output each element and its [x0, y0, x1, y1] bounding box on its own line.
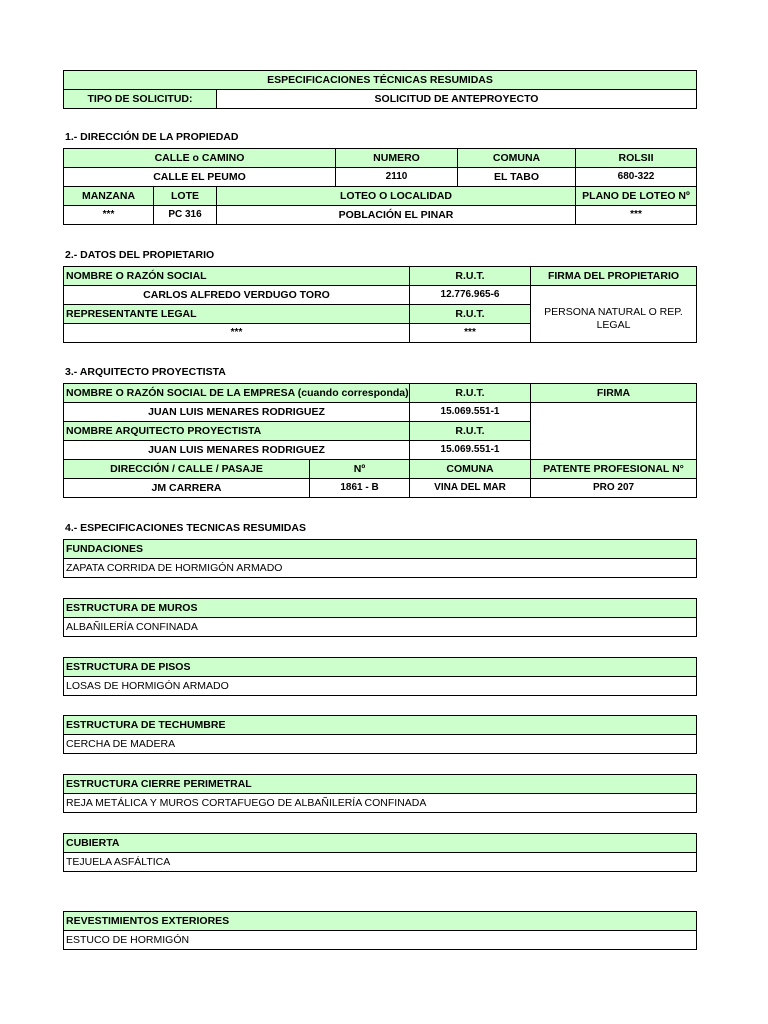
spec-label: ESTRUCTURA DE MUROS [64, 599, 697, 618]
empresa-value: JUAN LUIS MENARES RODRIGUEZ [64, 403, 410, 422]
representante-value: *** [64, 324, 410, 343]
num-value: 1861 - B [310, 479, 410, 498]
patente-value: PRO 207 [531, 479, 697, 498]
owner-table [63, 266, 697, 343]
loteo-value: POBLACIÓN EL PINAR [217, 206, 576, 225]
spec-muros [63, 598, 697, 637]
spec-value: REJA METÁLICA Y MUROS CORTAFUEGO DE ALBAÑILERÍA CONFINADA [64, 794, 697, 813]
tipo-label: TIPO DE SOLICITUD: [64, 90, 217, 109]
spec-label: ESTRUCTURA DE TECHUMBRE [64, 716, 697, 735]
h-rut-arquitecto: R.U.T. [410, 422, 531, 441]
spec-label: REVESTIMIENTOS EXTERIORES [64, 912, 697, 931]
lote-value: PC 316 [154, 206, 217, 225]
rol-value: 680-322 [576, 168, 697, 187]
h-rol: ROLSII [576, 149, 697, 168]
h-loteo: LOTEO O LOCALIDAD [217, 187, 576, 206]
spec-value: ESTUCO DE HORMIGÓN [64, 931, 697, 950]
h-rut-representante: R.U.T. [410, 305, 531, 324]
h-lote: LOTE [154, 187, 217, 206]
spec-cierre [63, 774, 697, 813]
h-patente: PATENTE PROFESIONAL N° [531, 460, 697, 479]
h-rut-empresa: R.U.T. [410, 384, 531, 403]
h-arquitecto: NOMBRE ARQUITECTO PROYECTISTA [64, 422, 410, 441]
rut-empresa-value: 15.069.551-1 [410, 403, 531, 422]
spec-label: CUBIERTA [64, 834, 697, 853]
nombre-propietario: CARLOS ALFREDO VERDUGO TORO [64, 286, 410, 305]
spec-cubierta [63, 833, 697, 872]
spec-value: CERCHA DE MADERA [64, 735, 697, 754]
numero-value: 2110 [336, 168, 458, 187]
spec-fundaciones [63, 539, 697, 578]
spec-revestimientos [63, 911, 697, 950]
arquitecto-value: JUAN LUIS MENARES RODRIGUEZ [64, 441, 410, 460]
h-calle: CALLE o CAMINO [64, 149, 336, 168]
direccion-value: JM CARRERA [64, 479, 310, 498]
spec-value: TEJUELA ASFÁLTICA [64, 853, 697, 872]
h-nombre-propietario: NOMBRE O RAZÓN SOCIAL [64, 267, 410, 286]
form-title: ESPECIFICACIONES TÉCNICAS RESUMIDAS [64, 71, 697, 90]
spec-techumbre [63, 715, 697, 754]
spec-value: ZAPATA CORRIDA DE HORMIGÓN ARMADO [64, 559, 697, 578]
spec-pisos [63, 657, 697, 696]
section-1-title: 1.- DIRECCIÓN DE LA PROPIEDAD [65, 131, 239, 143]
tipo-value: SOLICITUD DE ANTEPROYECTO [217, 90, 697, 109]
h-numero: NUMERO [336, 149, 458, 168]
h-firma-propietario: FIRMA DEL PROPIETARIO [531, 267, 697, 286]
spec-value: ALBAÑILERÍA CONFINADA [64, 618, 697, 637]
rut-propietario: 12.776.965-6 [410, 286, 531, 305]
header-table [63, 70, 697, 109]
h-empresa: NOMBRE O RAZÓN SOCIAL DE LA EMPRESA (cuando corresponda) [64, 384, 410, 403]
comuna-value: EL TABO [458, 168, 576, 187]
section-3-title: 3.- ARQUITECTO PROYECTISTA [65, 366, 226, 378]
comuna-arquitecto-value: VINA DEL MAR [410, 479, 531, 498]
property-table [63, 148, 697, 225]
manzana-value: *** [64, 206, 154, 225]
spec-value: LOSAS DE HORMIGÓN ARMADO [64, 677, 697, 696]
plano-value: *** [576, 206, 697, 225]
h-firma-arquitecto: FIRMA [531, 384, 697, 403]
h-num: Nº [310, 460, 410, 479]
h-manzana: MANZANA [64, 187, 154, 206]
architect-table [63, 383, 697, 498]
spec-label: ESTRUCTURA DE PISOS [64, 658, 697, 677]
firma-arquitecto-box [531, 403, 697, 460]
section-2-title: 2.- DATOS DEL PROPIETARIO [65, 249, 215, 261]
rut-arquitecto-value: 15.069.551-1 [410, 441, 531, 460]
spec-label: FUNDACIONES [64, 540, 697, 559]
firma-propietario: PERSONA NATURAL O REP. LEGAL [531, 286, 697, 343]
h-representante: REPRESENTANTE LEGAL [64, 305, 410, 324]
section-4-title: 4.- ESPECIFICACIONES TECNICAS RESUMIDAS [65, 522, 306, 534]
h-rut-propietario: R.U.T. [410, 267, 531, 286]
rut-representante-value: *** [410, 324, 531, 343]
h-direccion: DIRECCIÓN / CALLE / PASAJE [64, 460, 310, 479]
spec-label: ESTRUCTURA CIERRE PERIMETRAL [64, 775, 697, 794]
h-plano: PLANO DE LOTEO Nº [576, 187, 697, 206]
h-comuna: COMUNA [458, 149, 576, 168]
h-comuna-arquitecto: COMUNA [410, 460, 531, 479]
calle-value: CALLE EL PEUMO [64, 168, 336, 187]
